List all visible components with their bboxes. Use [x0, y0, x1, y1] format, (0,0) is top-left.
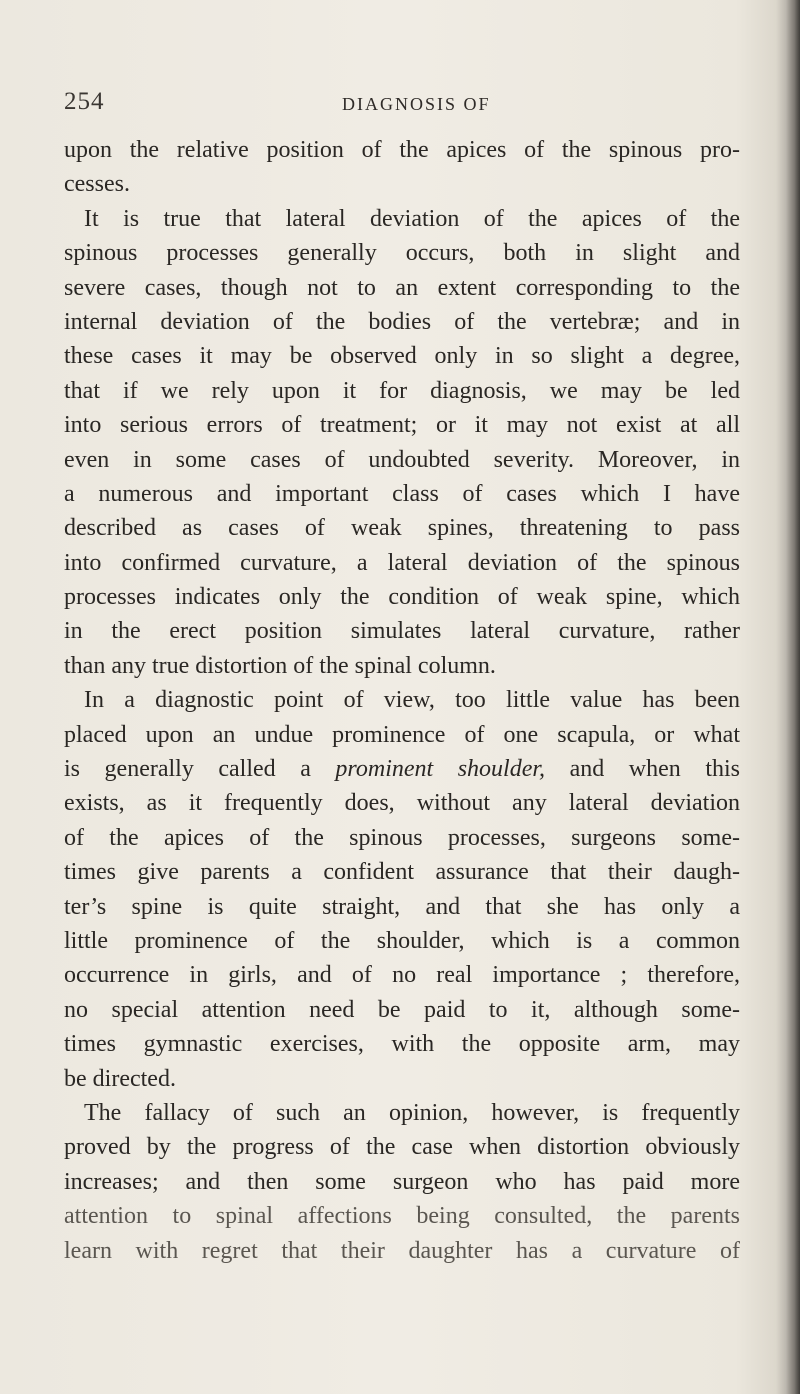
text-line: these cases it may be observed only in so slight a degree,: [64, 343, 740, 370]
text-line: be directed.: [64, 1065, 176, 1092]
text-line: In a diagnostic point of view, too little value has been: [84, 687, 740, 714]
text-segment: and when this: [545, 756, 740, 783]
text-line: than any true distortion of the spinal column.: [64, 652, 496, 679]
text-line: The fallacy of such an opinion, however, is frequently: [84, 1099, 740, 1126]
text-line: upon the relative position of the apices of the spinous pro-: [64, 137, 740, 163]
text-line: a numerous and important class of cases which I have: [64, 480, 740, 507]
text-line: increases; and then some surgeon who has paid more: [64, 1168, 740, 1195]
text-line: learn with regret that their daughter has a curvature of: [64, 1237, 740, 1264]
text-line: described as cases of weak spines, threatening to pass: [64, 515, 740, 542]
text-line: no special attention need be paid to it, although some-: [64, 996, 740, 1023]
text-line: occurrence in girls, and of no real importance ; therefore,: [64, 962, 740, 989]
text-line: placed upon an undue prominence of one scapula, or what: [64, 721, 740, 748]
text-line: processes indicates only the condition of weak spine, which: [64, 584, 740, 611]
text-line: internal deviation of the bodies of the vertebræ; and in: [64, 308, 740, 335]
italic-phrase: prominent shoulder,: [335, 756, 546, 783]
text-line: that if we rely upon it for diagnosis, we may be led: [64, 377, 740, 404]
text-line: little prominence of the shoulder, which is a common: [64, 927, 740, 954]
text-line: spinous processes generally occurs, both in slight and: [64, 240, 740, 267]
text-line: in the erect position simulates lateral curvature, rather: [64, 618, 740, 645]
page-edge-shadow: [786, 0, 800, 1394]
page-header: [64, 88, 740, 118]
text-line: times gymnastic exercises, with the opposite arm, may: [64, 1031, 740, 1058]
text-line: severe cases, though not to an extent corresponding to the: [64, 274, 740, 301]
text-line: [64, 752, 740, 786]
text-line: attention to spinal affections being consulted, the parents: [64, 1203, 740, 1230]
page-number: 254: [64, 88, 105, 115]
text-line: into confirmed curvature, a lateral deviation of the spinous: [64, 549, 740, 576]
text-line: cesses.: [64, 171, 130, 198]
text-line: proved by the progress of the case when distortion obviously: [64, 1134, 740, 1161]
text-segment: is generally called a: [64, 756, 336, 783]
text-line: into serious errors of treatment; or it may not exist at all: [64, 412, 740, 439]
running-title: DIAGNOSIS OF: [342, 94, 491, 114]
text-line: times give parents a confident assurance that their daugh-: [64, 859, 740, 886]
text-line: ter’s spine is quite straight, and that she has only a: [64, 893, 740, 920]
text-line: even in some cases of undoubted severity. Moreover, in: [64, 446, 740, 473]
text-line: It is true that lateral deviation of the apices of the: [84, 205, 740, 232]
text-line: of the apices of the spinous processes, surgeons some-: [64, 824, 740, 851]
body-text: [64, 133, 740, 1268]
text-line: exists, as it frequently does, without any lateral deviation: [64, 790, 740, 817]
